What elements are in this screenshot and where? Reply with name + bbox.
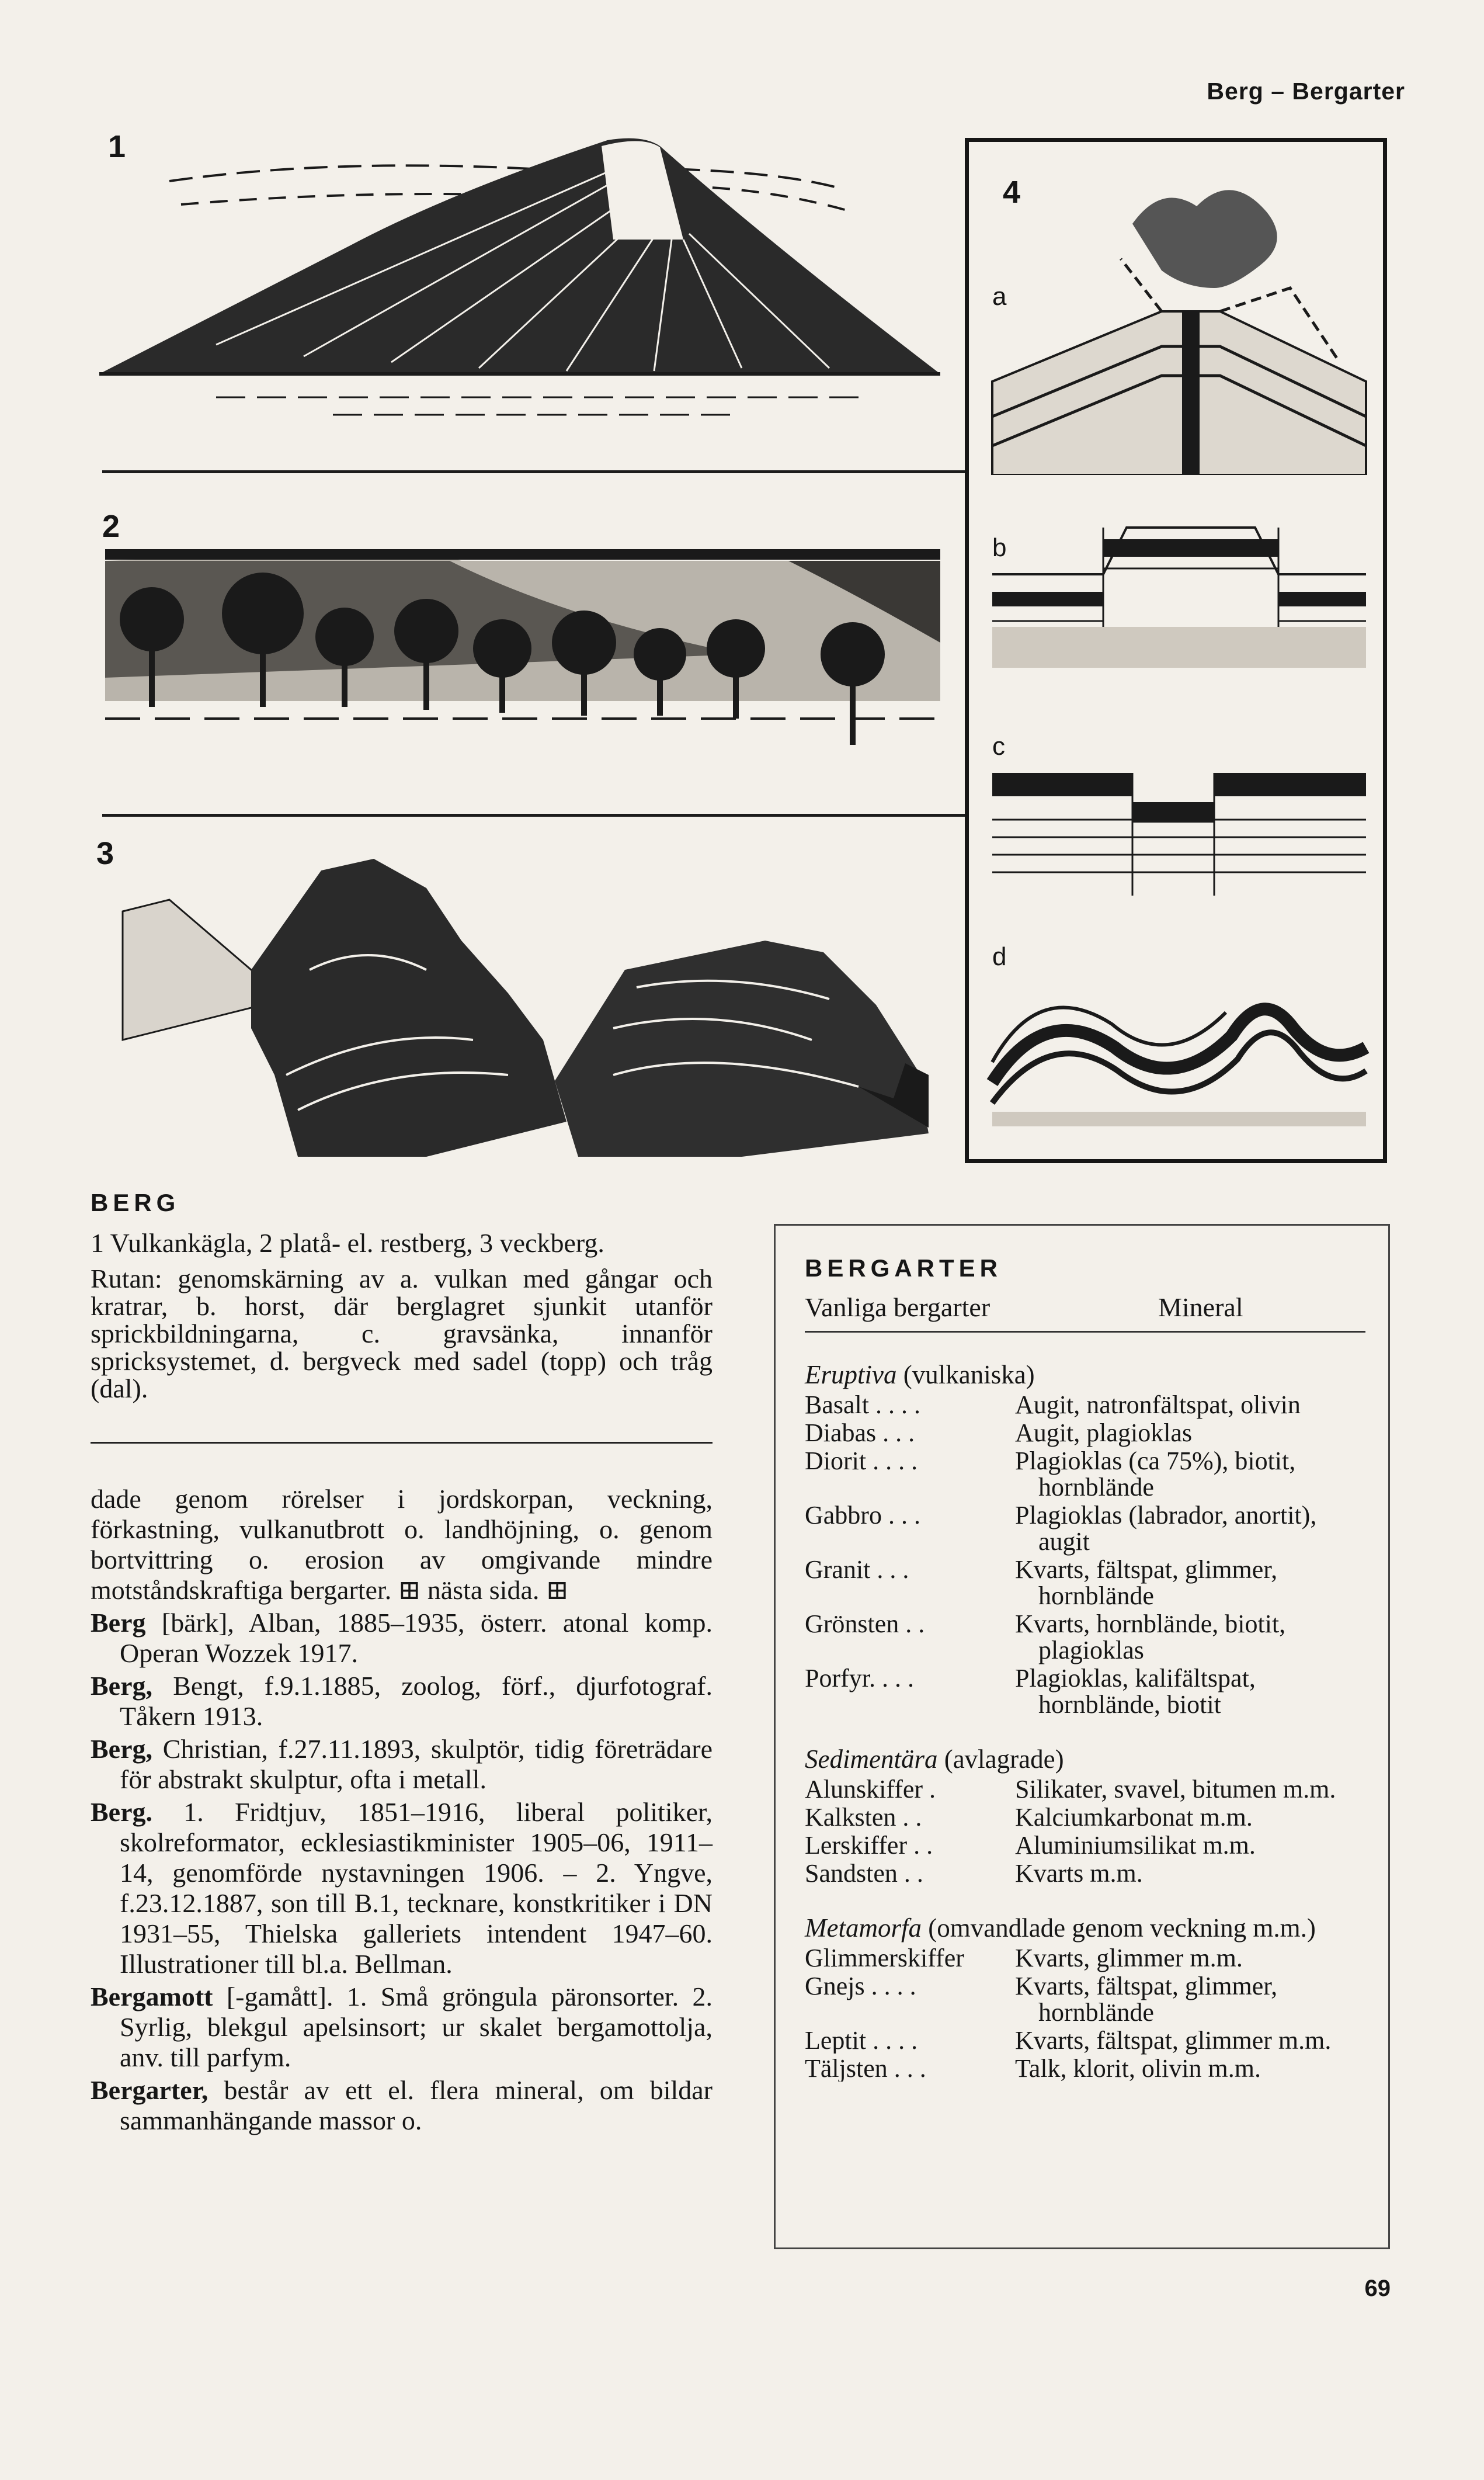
rock-name: Lerskiffer . . (805, 1832, 933, 1858)
table-row (805, 1392, 1365, 1418)
column-header-rock: Vanliga bergarter (805, 1292, 991, 1322)
figure-separator (102, 814, 967, 817)
panel-letter-c: c (992, 732, 1005, 761)
rock-name: Basalt . . . . (805, 1392, 920, 1418)
rock-name: Diorit . . . . (805, 1448, 918, 1475)
mineral-list: Kvarts, hornblände, biotit, plagioklas (1015, 1610, 1286, 1664)
column-header-mineral: Mineral (1158, 1292, 1243, 1322)
horst-cross-section (986, 516, 1372, 691)
entry-berg-family (91, 1797, 713, 1979)
rock-name: Leptit . . . . (805, 2027, 918, 2054)
group-heading-eruptiva (805, 1362, 1365, 1388)
rock-types-table (774, 1224, 1390, 2249)
mineral-list: Kvarts, glimmer m.m. (1015, 1944, 1243, 1972)
table-row (805, 1665, 1365, 1718)
mineral-list: Plagioklas (ca 75%), biotit, hornblände (1015, 1447, 1296, 1501)
volcano-cross-section (986, 171, 1372, 475)
volcano-cone-illustration (99, 123, 952, 426)
figure-4-number: 4 (1003, 175, 1021, 210)
group-name: Sedimentära (805, 1744, 938, 1774)
entry-head: Berg, (91, 1734, 153, 1764)
caption-line-2: Rutan: genomskärning av a. vulkan med gångar och kratrar, b. horst, där berglagret sjunkit utanför sprickbildningarna, c. gravsänka, innanför spricksystemet, d. bergveck med sadel (topp) och tråg (dal). (91, 1264, 713, 1403)
mineral-list: Kvarts, fältspat, glimmer, hornblände (1015, 1555, 1278, 1610)
entry-head: Berg, (91, 1671, 153, 1701)
entry-text: Christian, f.27.11.1893, skulptör, tidig företrädare för abstrakt skulptur, ofta i metall. (120, 1734, 713, 1794)
table-row (805, 1502, 1365, 1555)
figure-caption (91, 1189, 713, 1410)
group-note: (avlagrade) (937, 1744, 1064, 1774)
group-heading-metamorfa (805, 1915, 1365, 1941)
group-note: (vulkaniska) (896, 1360, 1035, 1389)
table-row (805, 1860, 1365, 1886)
entry-head: Bergarter, (91, 2075, 208, 2105)
mineral-list: Kvarts m.m. (1015, 1859, 1143, 1888)
table-row (805, 2027, 1365, 2054)
entry-bengt-berg (91, 1671, 713, 1732)
cross-section-panel (965, 138, 1387, 1163)
mineral-list: Plagioklas, kalifältspat, hornblände, biotit (1015, 1664, 1256, 1719)
panel-letter-b: b (992, 533, 1007, 562)
mineral-list: Silikater, svavel, bitumen m.m. (1015, 1775, 1336, 1803)
rock-name: Diabas . . . (805, 1420, 915, 1446)
table-header-row (805, 1294, 1365, 1333)
group-heading-sedimentara (805, 1746, 1365, 1773)
page-number: 69 (1364, 2276, 1391, 2301)
running-header: Berg – Bergarter (1207, 78, 1405, 105)
rock-name: Glimmerskiffer (805, 1945, 964, 1971)
rock-name: Sandsten . . (805, 1860, 923, 1886)
fold-cross-section (986, 977, 1372, 1129)
entry-head: Berg. (91, 1797, 153, 1827)
rock-name: Kalksten . . (805, 1804, 922, 1830)
rock-name: Gabbro . . . (805, 1502, 920, 1529)
caption-title: BERG (91, 1189, 180, 1216)
entry-head: Berg (91, 1608, 146, 1638)
mineral-list: Augit, natronfältspat, olivin (1015, 1390, 1301, 1419)
table-row (805, 1448, 1365, 1500)
table-row (805, 2055, 1365, 2082)
figure-separator (102, 470, 967, 473)
panel-letter-d: d (992, 942, 1007, 971)
group-name: Eruptiva (805, 1360, 897, 1389)
entry-head: Bergamott (91, 1982, 213, 2011)
figure-1-number: 1 (108, 129, 126, 164)
entry-text: består av ett el. flera mineral, om bildar sammanhängande massor o. (120, 2075, 713, 2135)
figure-2-number: 2 (102, 509, 120, 544)
table-content (805, 1255, 1365, 2083)
group-name: Metamorfa (805, 1913, 922, 1943)
caption-line-1: 1 Vulkankägla, 2 platå- el. restberg, 3 veckberg. (91, 1228, 604, 1258)
caption-divider (91, 1442, 713, 1444)
mineral-list: Kvarts, fältspat, glimmer, hornblände (1015, 1972, 1278, 2027)
table-row (805, 1420, 1365, 1446)
mineral-list: Aluminiumsilikat m.m. (1015, 1831, 1256, 1860)
entry-alban-berg (91, 1608, 713, 1669)
mineral-list: Kalciumkarbonat m.m. (1015, 1803, 1253, 1832)
entry-christian-berg (91, 1734, 713, 1795)
table-row (805, 1556, 1365, 1609)
table-row (805, 1945, 1365, 1971)
rock-name: Granit . . . (805, 1556, 909, 1584)
entry-text: [-gamått]. 1. Små gröngula päronsorter. 2. Syrlig, blekgul apelsinsort; ur skalet bergamottolja, anv. till parfym. (120, 1982, 713, 2072)
fold-mountain-illustration (99, 853, 952, 1157)
table-row (805, 1973, 1365, 2025)
body-text (91, 1484, 713, 2138)
mineral-list: Plagioklas (labrador, anortit), augit (1015, 1501, 1317, 1556)
entry-text: [bärk], Alban, 1885–1935, österr. atonal komp. Operan Wozzek 1917. (120, 1608, 713, 1668)
mineral-list: Talk, klorit, olivin m.m. (1015, 2054, 1261, 2083)
mineral-list: Augit, plagioklas (1015, 1418, 1193, 1447)
entry-text: Bengt, f.9.1.1885, zoolog, förf., djurfotograf. Tåkern 1913. (120, 1671, 713, 1731)
rock-name: Täljsten . . . (805, 2055, 926, 2082)
table-row (805, 1611, 1365, 1663)
figure-3-number: 3 (96, 836, 114, 871)
mineral-list: Kvarts, fältspat, glimmer m.m. (1015, 2026, 1332, 2055)
entry-bergamott (91, 1982, 713, 2073)
plateau-illustration (99, 526, 952, 783)
rock-name: Grönsten . . (805, 1611, 925, 1638)
graben-cross-section (986, 761, 1372, 913)
rock-name: Gnejs . . . . (805, 1973, 916, 2000)
entry-text: 1. Fridtjuv, 1851–1916, liberal politiker, skolreformator, ecklesiastikminister 1905–06, 1911–14, genomförde nystavningen 1906. – 2. Yngve, f.23.12.1887, son till B.1, tecknare, konstkritiker i DN 1931–55, Thielska galleriets intendent 1947–60. Illustrationer till bl.a. Bellman. (120, 1797, 713, 1979)
entry-bergarter (91, 2075, 713, 2136)
group-note: (omvandlade genom veckning m.m.) (921, 1913, 1316, 1943)
table-row (805, 1776, 1365, 1802)
table-row (805, 1804, 1365, 1830)
rock-name: Porfyr. . . . (805, 1665, 914, 1692)
table-title: BERGARTER (805, 1254, 1003, 1282)
rock-name: Alunskiffer . (805, 1776, 936, 1802)
table-row (805, 1832, 1365, 1858)
panel-letter-a: a (992, 282, 1007, 311)
body-paragraph: dade genom rörelser i jordskorpan, veckning, förkastning, vulkanutbrott o. landhöjning, o. genom bortvittring o. erosion av omgivande mindre motståndskraftiga bergarter. ⊞ nästa sida. ⊞ (91, 1484, 713, 1605)
